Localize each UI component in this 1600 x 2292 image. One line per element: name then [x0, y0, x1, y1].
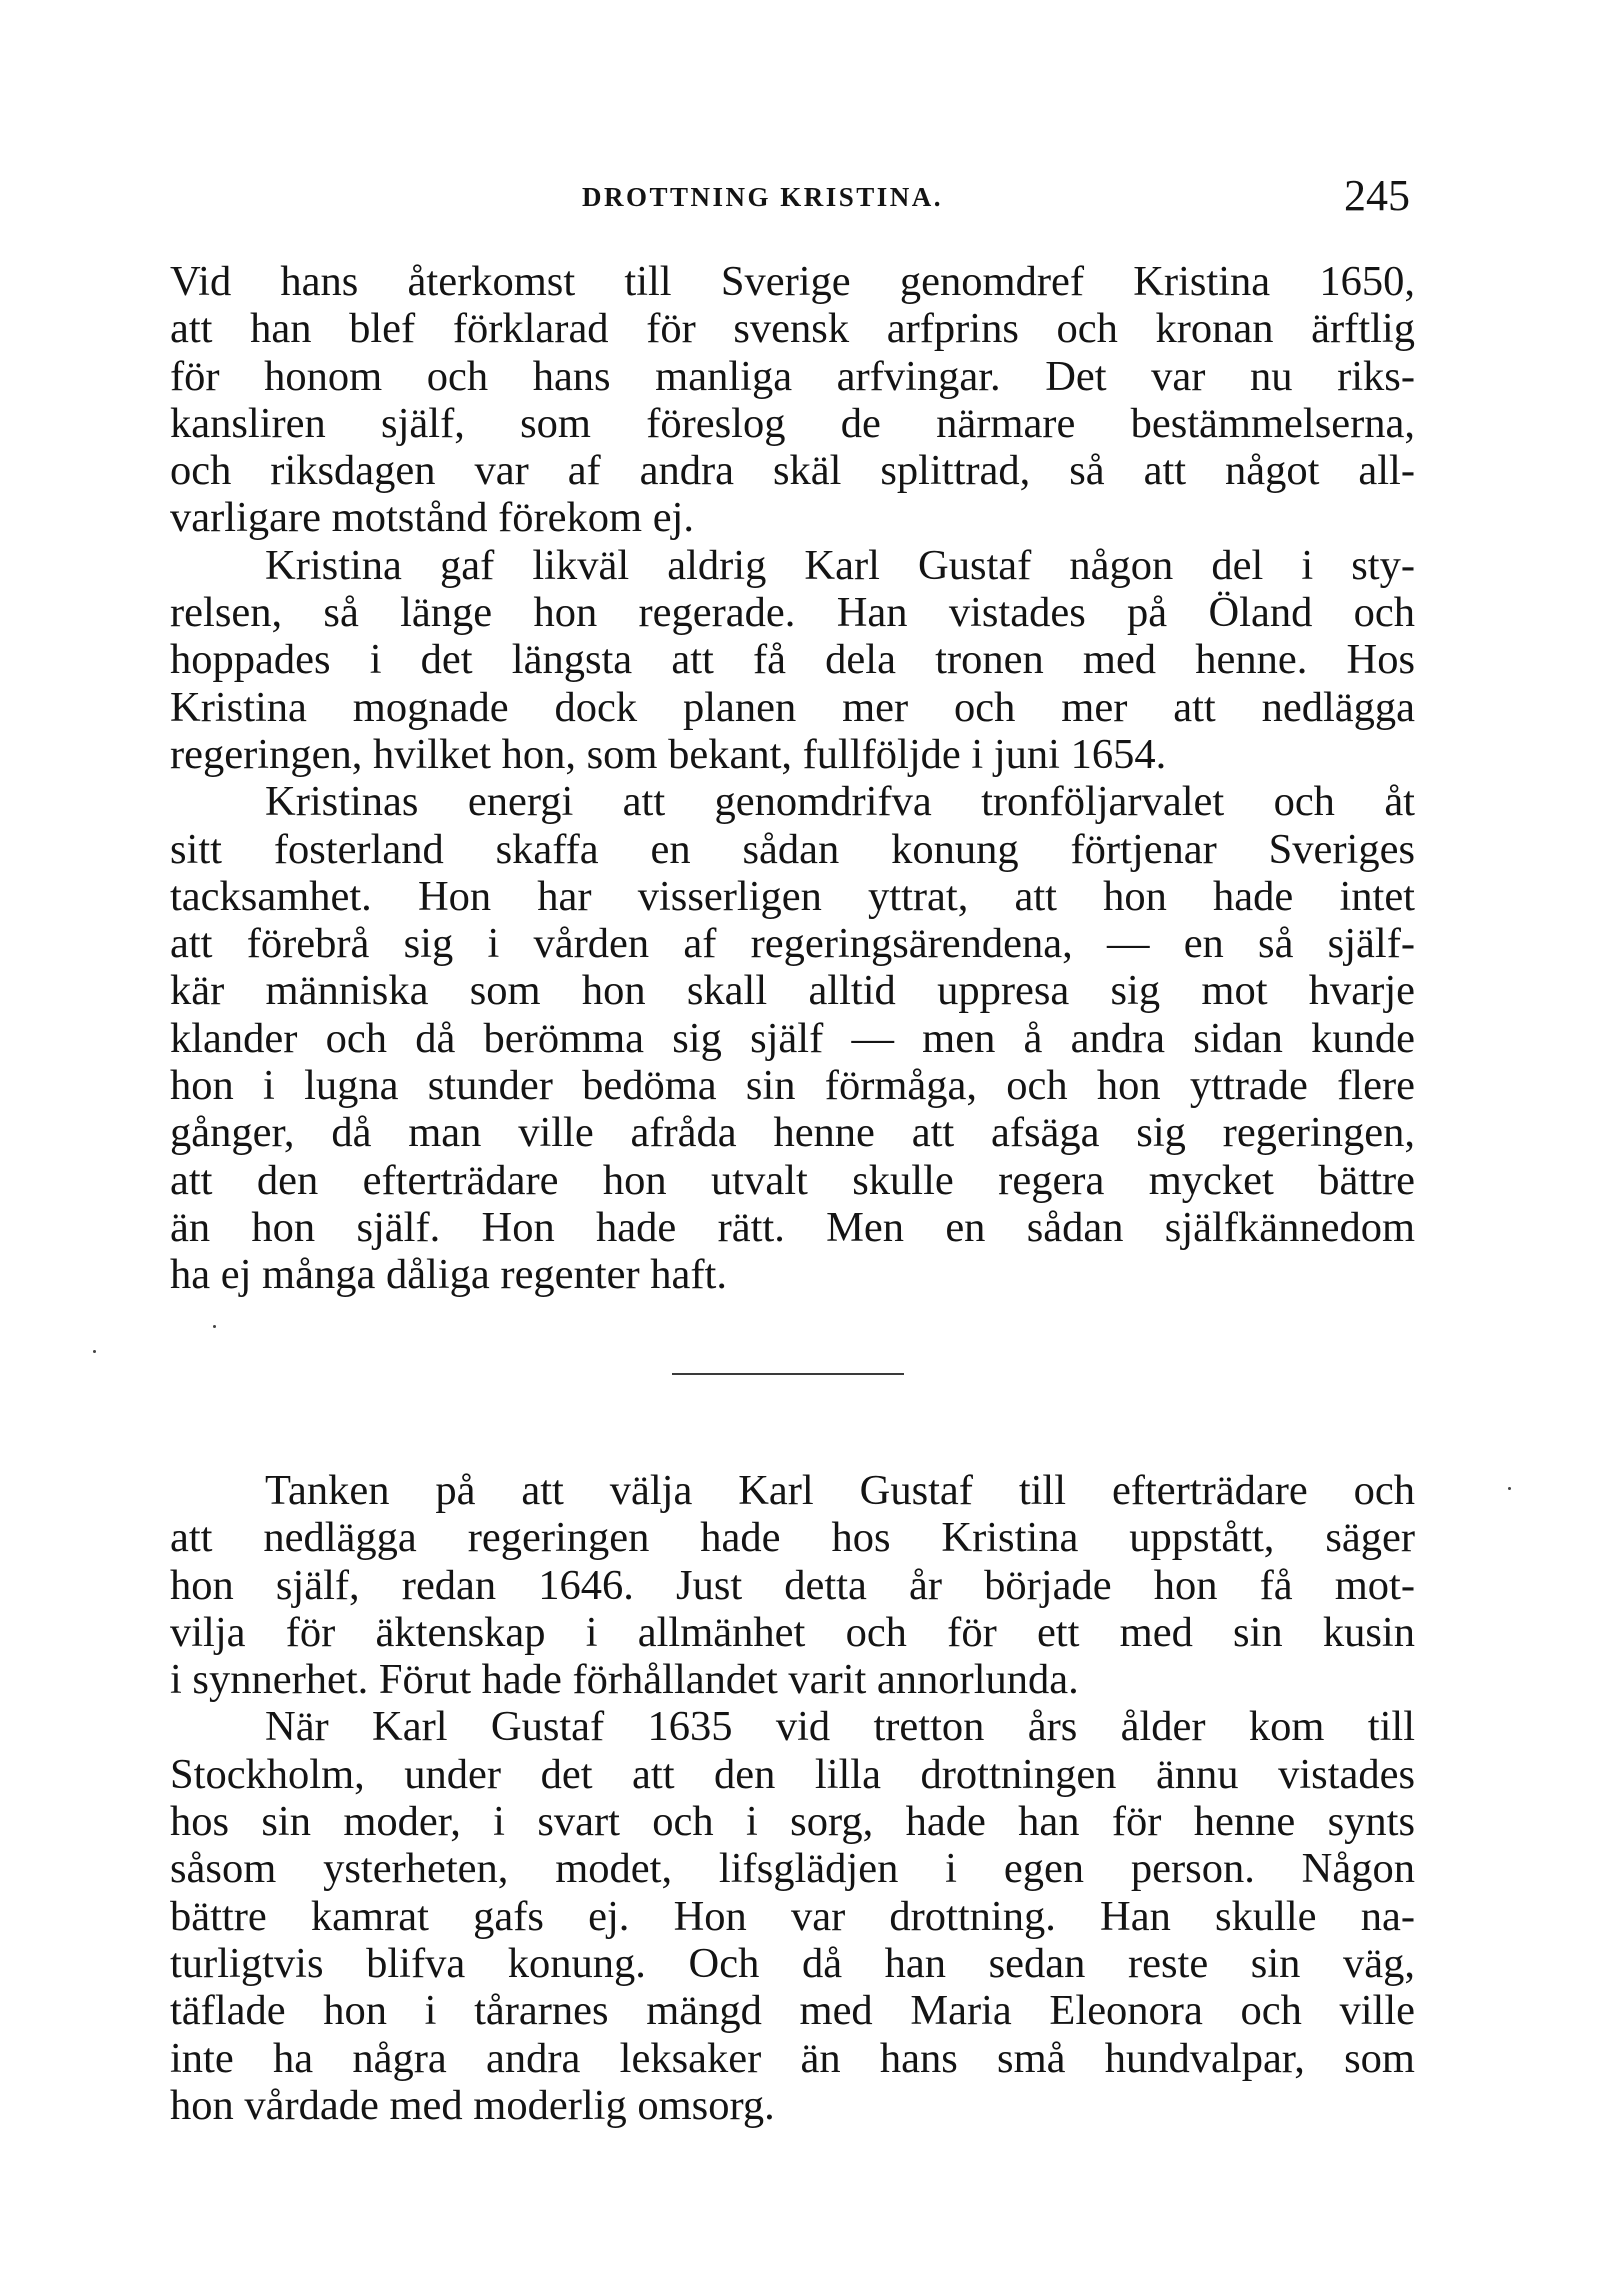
- text-line: Tanken på att välja Karl Gustaf till efterträdare och: [265, 1467, 1415, 1514]
- text-line: Vid hans återkomst till Sverige genomdref Kristina 1650,: [170, 258, 1415, 305]
- text-line: hon i lugna stunder bedöma sin förmåga, och hon yttrade flere: [170, 1062, 1415, 1110]
- header-title: DROTTNING KRISTINA.: [582, 182, 944, 212]
- text-line: inte ha några andra leksaker än hans små hundvalpar, som: [170, 2034, 1415, 2082]
- text-line: hoppades i det längsta att få dela tronen med henne. Hos: [170, 636, 1415, 684]
- text-line: regeringen, hvilket hon, som bekant, fullföljde i juni 1654.: [170, 730, 1167, 778]
- print-speck: [1508, 1487, 1511, 1490]
- text-line: för honom och hans manliga arfvingar. Det var nu riks-: [170, 352, 1415, 400]
- text-line: bättre kamrat gafs ej. Hon var drottning. Han skulle na-: [170, 1892, 1415, 1940]
- text-line: hos sin moder, i svart och i sorg, hade han för henne synts: [170, 1798, 1415, 1846]
- upper-text-section: [170, 258, 1415, 1299]
- text-line: Kristina gaf likväl aldrig Karl Gustaf någon del i sty-: [265, 541, 1415, 589]
- page-number: 245: [1344, 171, 1410, 220]
- text-line: När Karl Gustaf 1635 vid tretton års ålder kom till: [265, 1703, 1415, 1751]
- text-line: varligare motstånd förekom ej.: [170, 494, 694, 542]
- text-line: Kristina mognade dock planen mer och mer att nedlägga: [170, 683, 1415, 731]
- text-line: sitt fosterland skaffa en sådan konung förtjenar Sveriges: [170, 825, 1415, 873]
- text-line: vilja för äktenskap i allmänhet och för ett med sin kusin: [170, 1608, 1415, 1656]
- text-line: relsen, så länge hon regerade. Han vistades på Öland och: [170, 589, 1415, 637]
- print-speck: [93, 1350, 96, 1353]
- text-line: kär människa som hon skall alltid uppresa sig mot hvarje: [170, 967, 1415, 1015]
- text-line: och riksdagen var af andra skäl splittrad, så att något all-: [170, 447, 1415, 495]
- text-line: Stockholm, under det att den lilla drottningen ännu vistades: [170, 1750, 1415, 1798]
- text-line: klander och då berömma sig själf — men å andra sidan kunde: [170, 1014, 1415, 1062]
- text-line: turligtvis blifva konung. Och då han sedan reste sin väg,: [170, 1939, 1415, 1987]
- text-line: hon vårdade med moderlig omsorg.: [170, 2081, 775, 2129]
- text-line: täflade hon i tårarnes mängd med Maria Eleonora och ville: [170, 1987, 1415, 2035]
- running-header: [170, 172, 1410, 222]
- text-line: att nedlägga regeringen hade hos Kristina uppstått, säger: [170, 1514, 1415, 1562]
- text-line: kansliren själf, som föreslog de närmare bestämmelserna,: [170, 399, 1415, 447]
- text-line: att förebrå sig i vården af regeringsärendena, — en så själf-: [170, 920, 1415, 968]
- lower-text-section: [170, 1467, 1415, 2129]
- print-speck: [213, 1325, 216, 1328]
- text-line: att den efterträdare hon utvalt skulle regera mycket bättre: [170, 1156, 1415, 1204]
- section-divider: [672, 1373, 904, 1375]
- text-line: att han blef förklarad för svensk arfprins och kronan ärftlig: [170, 305, 1415, 353]
- text-line: hon själf, redan 1646. Just detta år började hon få mot-: [170, 1561, 1415, 1609]
- text-line: såsom ysterheten, modet, lifsglädjen i egen person. Någon: [170, 1845, 1415, 1893]
- text-line: ha ej många dåliga regenter haft.: [170, 1251, 727, 1299]
- text-line: gånger, då man ville afråda henne att afsäga sig regeringen,: [170, 1109, 1415, 1157]
- text-line: än hon själf. Hon hade rätt. Men en sådan själfkännedom: [170, 1203, 1415, 1251]
- text-line: tacksamhet. Hon har visserligen yttrat, att hon hade intet: [170, 872, 1415, 920]
- text-line: Kristinas energi att genomdrifva tronföljarvalet och åt: [265, 778, 1415, 826]
- text-line: i synnerhet. Förut hade förhållandet varit annorlunda.: [170, 1656, 1079, 1704]
